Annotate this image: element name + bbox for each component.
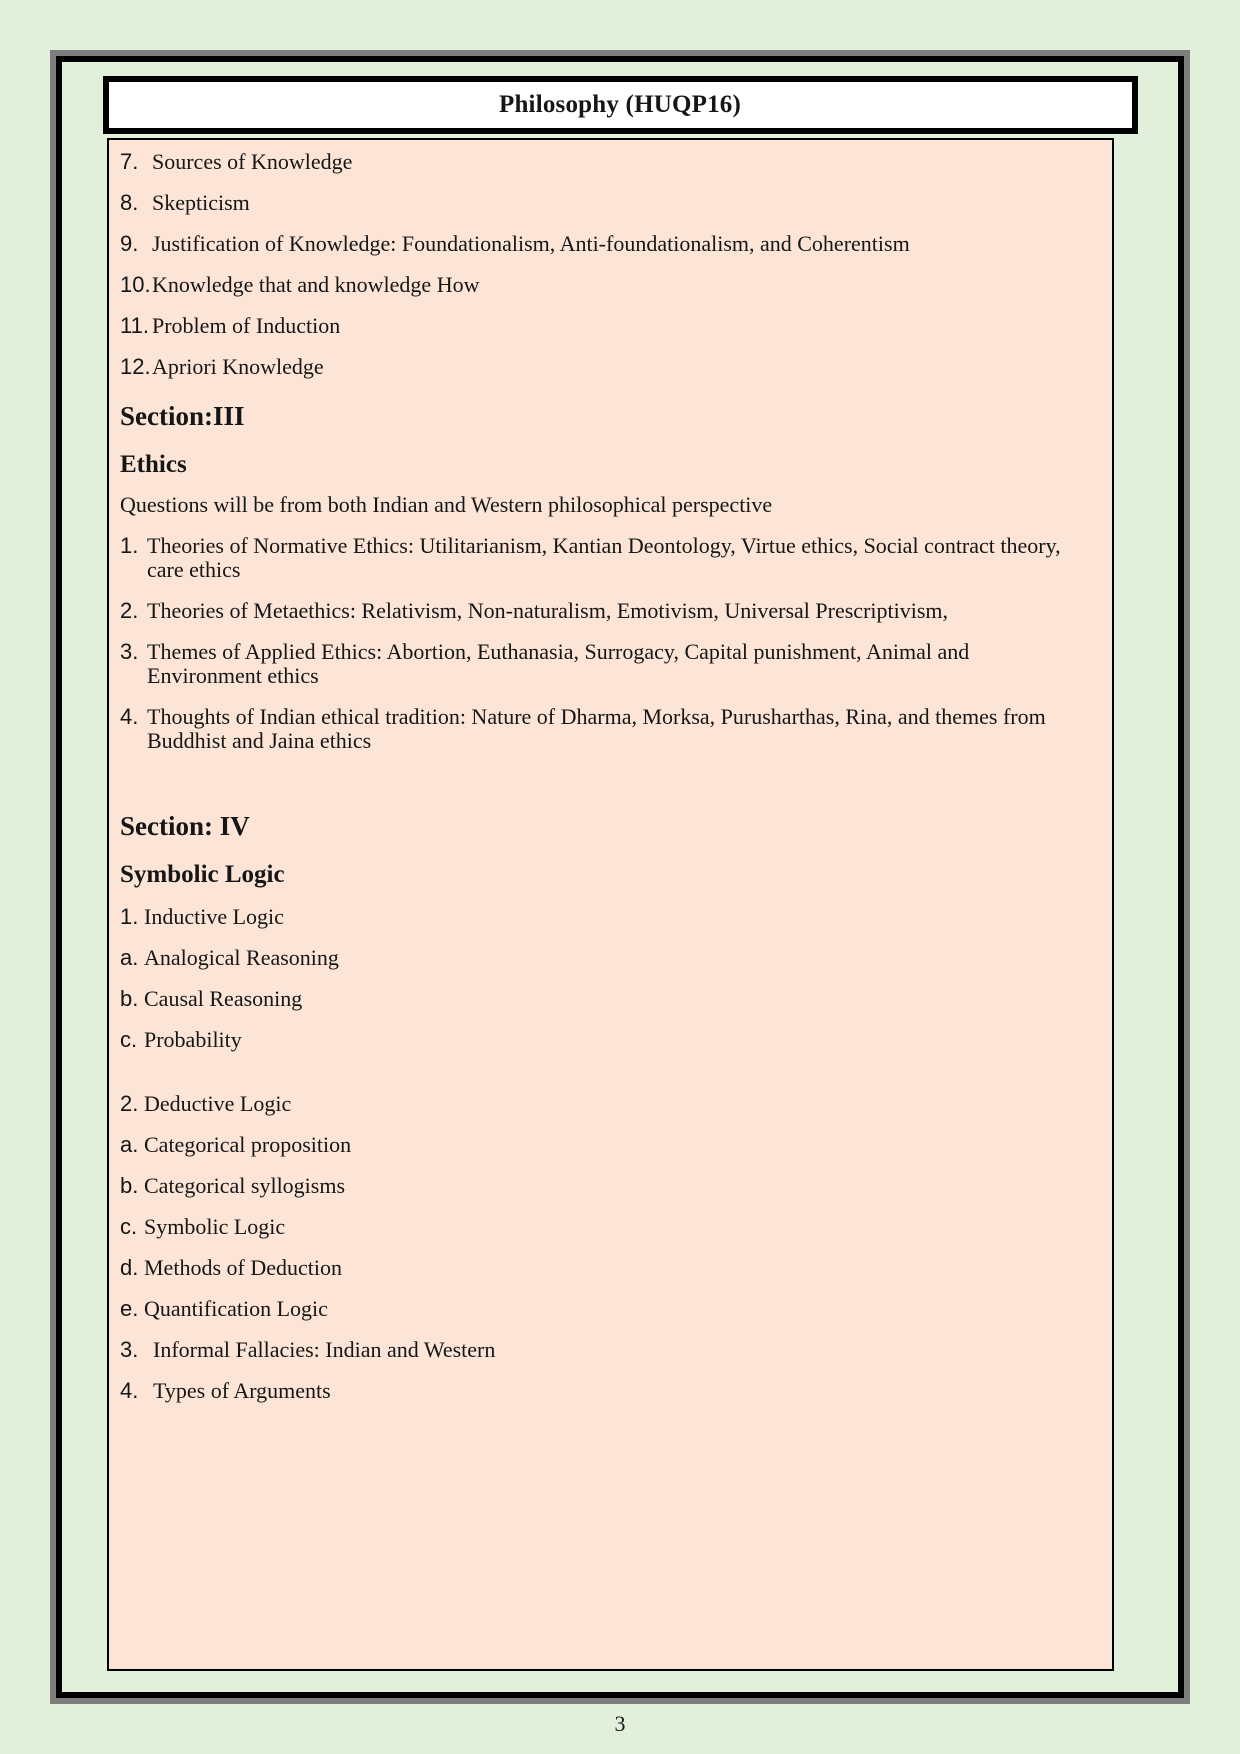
list-marker: b. — [120, 986, 139, 1011]
list-text: Justification of Knowledge: Foundationalism, Anti-foundationalism, and Coherentism — [152, 231, 910, 256]
list-marker: 1. — [120, 904, 139, 929]
page-number: 3 — [614, 1711, 626, 1736]
list-text: Deductive Logic — [144, 1091, 292, 1116]
list-marker: 7. — [120, 149, 139, 174]
list-item — [120, 314, 1086, 338]
list-marker: 12. — [120, 354, 151, 379]
list-text: Inductive Logic — [144, 904, 284, 929]
list-item — [120, 1297, 1086, 1321]
list-text: Theories of Normative Ethics: Utilitarianism, Kantian Deontology, Virtue ethics, Social contract theory, care ethics — [147, 533, 1061, 582]
list-item — [120, 1379, 1086, 1403]
list-marker: b. — [120, 1173, 139, 1198]
list-marker: 11. — [120, 313, 149, 338]
list-text: Themes of Applied Ethics: Abortion, Euthanasia, Surrogacy, Capital punishment, Animal and Environment ethics — [147, 639, 970, 688]
list-item — [120, 987, 1086, 1011]
list-marker: 9. — [120, 231, 139, 256]
list-text: Apriori Knowledge — [152, 354, 324, 379]
list-item — [120, 946, 1086, 970]
page-frame — [56, 56, 1184, 1698]
list-text: Categorical proposition — [144, 1132, 352, 1157]
list-text: Skepticism — [152, 190, 250, 215]
list-text: Sources of Knowledge — [152, 149, 353, 174]
list-marker: 2. — [120, 1091, 139, 1116]
list-text: Problem of Induction — [152, 313, 341, 338]
list-marker: 10. — [120, 272, 151, 297]
list-marker: 8. — [120, 190, 139, 215]
section-3-intro: Questions will be from both Indian and Western philosophical perspective — [120, 492, 773, 517]
list-item — [120, 534, 1086, 582]
list-marker: 4. — [120, 1378, 139, 1403]
title-bar — [103, 76, 1138, 134]
list-marker: d. — [120, 1255, 139, 1280]
list-marker: c. — [120, 1027, 138, 1052]
list-marker: e. — [120, 1296, 139, 1321]
list-marker: 2. — [120, 598, 139, 623]
page-title: Philosophy (HUQP16) — [498, 91, 742, 118]
list-item — [120, 1028, 1086, 1052]
list-text: Thoughts of Indian ethical tradition: Nature of Dharma, Morksa, Purusharthas, Rina, and themes from Buddhist and Jaina ethics — [147, 704, 1046, 753]
list-text: Methods of Deduction — [144, 1255, 342, 1280]
list-text: Quantification Logic — [144, 1296, 328, 1321]
list-text: Theories of Metaethics: Relativism, Non-naturalism, Emotivism, Universal Prescriptivism, — [147, 598, 949, 623]
list-marker: 1. — [120, 533, 139, 558]
list-text: Causal Reasoning — [144, 986, 303, 1011]
content-panel — [107, 138, 1114, 1671]
list-item — [120, 705, 1086, 753]
list-item — [120, 1338, 1086, 1362]
list-item — [120, 599, 1086, 623]
section-3-subheading: Ethics — [120, 451, 187, 478]
list-text: Analogical Reasoning — [144, 945, 339, 970]
list-text: Probability — [144, 1027, 242, 1052]
list-text: Knowledge that and knowledge How — [152, 272, 480, 297]
list-item — [120, 355, 1086, 379]
section-4-heading: Section: IV — [120, 811, 250, 841]
list-item — [120, 232, 1086, 256]
list-text: Informal Fallacies: Indian and Western — [153, 1337, 496, 1362]
list-marker: a. — [120, 945, 139, 970]
list-marker: 3. — [120, 639, 139, 664]
list-item — [120, 640, 1086, 688]
list-item — [120, 150, 1086, 174]
list-item — [120, 1092, 1086, 1116]
list-item — [120, 1133, 1086, 1157]
list-marker: 3. — [120, 1337, 139, 1362]
list-marker: a. — [120, 1132, 139, 1157]
list-marker: 4. — [120, 704, 139, 729]
list-text: Symbolic Logic — [144, 1214, 286, 1239]
list-text: Categorical syllogisms — [144, 1173, 346, 1198]
section-4-subheading: Symbolic Logic — [120, 861, 285, 888]
list-text: Types of Arguments — [153, 1378, 331, 1403]
list-marker: c. — [120, 1214, 138, 1239]
list-item — [120, 1174, 1086, 1198]
list-item — [120, 191, 1086, 215]
list-item — [120, 905, 1086, 929]
section-3-heading: Section:III — [120, 401, 245, 431]
list-item — [120, 1256, 1086, 1280]
list-item — [120, 1215, 1086, 1239]
list-item — [120, 273, 1086, 297]
